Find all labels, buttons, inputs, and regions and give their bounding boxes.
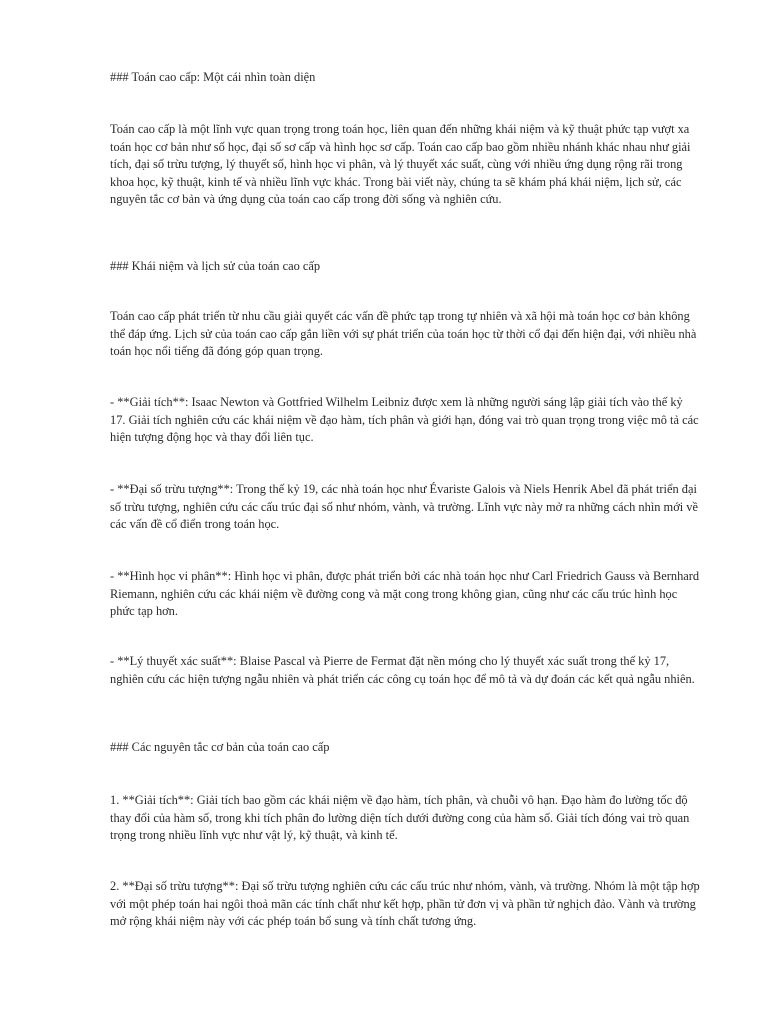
list-item-differential-geometry: - **Hình học vi phân**: Hình học vi phân, được phát triển bởi các nhà toán học như Carl Friedrich Gauss và Bernhard Riemann, nghiên cứu các khái niệm về đường cong và mặt cong trong không gian, cũng như các cấu trúc hình học phức tạp hơn. xyxy=(110,569,700,618)
numbered-item-abstract-algebra: 2. **Đại số trừu tượng**: Đại số trừu tượng nghiên cứu các cấu trúc như nhóm, vành, và trường. Nhóm là một tập hợp với một phép toán hai ngôi thoả mãn các tính chất như kết hợp, phần tử đơn vị và phần tử nghịch đảo. Vành và trường mở rộng khái niệm này với các phép toán bổ sung và tính chất tương ứng. xyxy=(110,879,700,928)
list-item-abstract-algebra: - **Đại số trừu tượng**: Trong thế kỷ 19, các nhà toán học như Évariste Galois và Niels Henrik Abel đã phát triển đại số trừu tượng, nghiên cứu các cấu trúc đại số như nhóm, vành, và trường. Lĩnh vực này mở ra những cách nhìn mới về các vấn đề cổ điển trong toán học. xyxy=(110,482,698,531)
heading-principles: ### Các nguyên tắc cơ bản của toán cao cấp xyxy=(110,740,330,754)
paragraph-history: Toán cao cấp phát triển từ nhu cầu giải quyết các vấn đề phức tạp trong tự nhiên và xã hội mà toán học cơ bản không thể đáp ứng. Lịch sử của toán cao cấp gắn liền với sự phát triển của toán học từ thời cổ đại đến hiện đại, với nhiều nhà toán học nổi tiếng đã đóng góp quan trọng. xyxy=(110,309,697,358)
heading-history: ### Khái niệm và lịch sử của toán cao cấp xyxy=(110,259,321,273)
list-item-probability: - **Lý thuyết xác suất**: Blaise Pascal và Pierre de Fermat đặt nền móng cho lý thuyết xác suất trong thế kỷ 17, nghiên cứu các hiện tượng ngẫu nhiên và phát triển các công cụ toán học để mô tả và dự đoán các kết quả ngẫu nhiên. xyxy=(110,654,695,686)
paragraph-intro: Toán cao cấp là một lĩnh vực quan trọng trong toán học, liên quan đến những khái niệm và kỹ thuật phức tạp vượt xa toán học cơ bản như số học, đại số sơ cấp và hình học sơ cấp. Toán cao cấp bao gồm nhiều nhánh khác nhau như giải tích, đại số trừu tượng, lý thuyết số, hình học vi phân, và lý thuyết xác suất, cùng với nhiều ứng dụng rộng rãi trong khoa học, kỹ thuật, kinh tế và nhiều lĩnh vực khác. Trong bài viết này, chúng ta sẽ khám phá khái niệm, lịch sử, các nguyên tắc cơ bản và ứng dụng của toán cao cấp trong đời sống và nghiên cứu. xyxy=(110,122,691,206)
list-item-calculus: - **Giải tích**: Isaac Newton và Gottfried Wilhelm Leibniz được xem là những người sáng lập giải tích vào thế kỷ 17. Giải tích nghiên cứu các khái niệm về đạo hàm, tích phân và giới hạn, đóng vai trò quan trọng trong việc mô tả các hiện tượng động học và thay đổi liên tục. xyxy=(110,395,699,444)
heading-main: ### Toán cao cấp: Một cái nhìn toàn diện xyxy=(110,70,316,84)
numbered-item-calculus: 1. **Giải tích**: Giải tích bao gồm các khái niệm về đạo hàm, tích phân, và chuỗi vô hạn. Đạo hàm đo lường tốc độ thay đổi của hàm số, trong khi tích phân đo lường diện tích dưới đường cong của hàm số. Giải tích đóng vai trò quan trọng trong nhiều lĩnh vực như vật lý, kỹ thuật, và kinh tế. xyxy=(110,793,690,842)
